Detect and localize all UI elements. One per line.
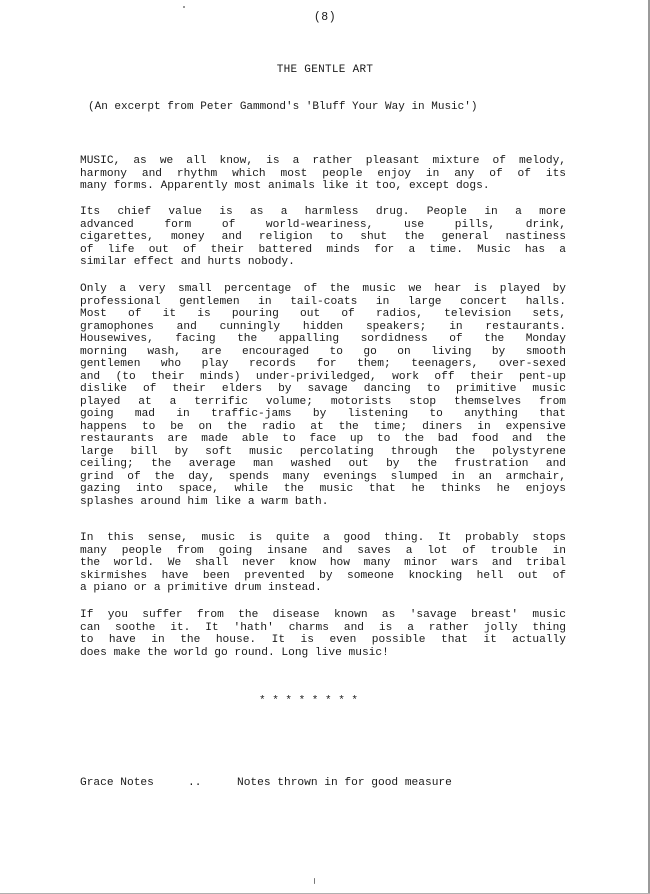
- footer-definition: Notes thrown in for good measure: [237, 777, 452, 789]
- text-line: morning wash, are encouraged to go on living by smooth: [80, 345, 566, 358]
- scan-speck: [314, 878, 315, 884]
- text-line: grind of the day, spends many evenings slumped in an armchair,: [80, 470, 566, 483]
- page-title: THE GENTLE ART: [276, 64, 374, 76]
- text-line: many forms. Apparently most animals like it too, except dogs.: [80, 180, 490, 192]
- text-line: can soothe it. It 'hath' charms and is a rather jolly thing: [80, 621, 566, 634]
- text-line: Its chief value is as a harmless drug. People in a more: [80, 206, 566, 218]
- text-line: Only a very small percentage of the music we hear is played by: [80, 283, 566, 295]
- paragraph-2: [80, 206, 566, 269]
- page-subtitle: (An excerpt from Peter Gammond's 'Bluff Your Way in Music'): [88, 101, 478, 113]
- text-line: If you suffer from the disease known as 'savage breast' music: [80, 609, 566, 621]
- text-line: played at a terrific volume; motorists stop themselves from: [80, 395, 566, 408]
- text-line: going mad in traffic-jams by listening to anything that: [80, 408, 566, 420]
- text-line: Housewives, facing the appalling sordidness of the Monday: [80, 333, 566, 345]
- text-line: gramophones and cunningly hidden speakers; in restaurants.: [80, 320, 566, 333]
- text-line: does make the world go round. Long live music!: [80, 646, 389, 659]
- text-line: dislike of their elders by savage dancing to primitive music: [80, 383, 566, 395]
- text-line: similar effect and hurts nobody.: [80, 256, 295, 268]
- text-line: MUSIC, as we all know, is a rather pleasant mixture of melody,: [80, 155, 566, 167]
- text-line: gazing into space, while the music that he thinks he enjoys: [80, 483, 566, 495]
- text-line: a piano or a primitive drum instead.: [80, 582, 322, 594]
- text-line: advanced form of world-weariness, use pills, drink,: [80, 218, 566, 231]
- text-line: of life out of their battered minds for a time. Music has a: [80, 243, 566, 256]
- text-line: the world. We shall never know how many minor wars and tribal: [80, 557, 566, 569]
- text-line: In this sense, music is quite a good thing. It probably stops: [80, 532, 566, 544]
- page-number: (8): [313, 11, 337, 24]
- text-line: Most of it is pouring out of radios, television sets,: [80, 308, 566, 320]
- text-line: restaurants are made able to face up to the bad food and the: [80, 433, 566, 445]
- section-separator: * * * * * * * *: [259, 695, 359, 707]
- text-line: and (to their minds) under-priviledged, work off their pent-up: [80, 370, 566, 383]
- text-line: happens to be on the radio at the time; diners in expensive: [80, 420, 566, 433]
- footer-separator: ..: [188, 777, 202, 789]
- paragraph-3: [80, 283, 566, 508]
- text-line: to have in the house. It is even possible that it actually: [80, 634, 566, 646]
- text-line: harmony and rhythm which most people enjoy in any of of its: [80, 167, 566, 180]
- text-line: splashes around him like a warm bath.: [80, 495, 329, 508]
- text-line: cigarettes, money and religion to shut the general nastiness: [80, 231, 566, 243]
- text-line: large bill by soft music percolating through the polystyrene: [80, 445, 566, 458]
- text-line: ceiling; the average man washed out by the frustration and: [80, 458, 566, 470]
- paragraph-4: [80, 532, 566, 595]
- text-line: many people from going insane and saves a lot of trouble in: [80, 544, 566, 557]
- text-line: skirmishes have been prevented by someone knocking hell out of: [80, 569, 566, 582]
- footer-term: Grace Notes: [80, 777, 154, 789]
- paragraph-5: [80, 609, 566, 659]
- text-line: gentlemen who play records for them; teenagers, over-sexed: [80, 358, 566, 370]
- text-line: professional gentlemen in tail-coats in large concert halls.: [80, 295, 566, 308]
- paragraph-1: [80, 155, 566, 193]
- scan-speck: [183, 6, 185, 8]
